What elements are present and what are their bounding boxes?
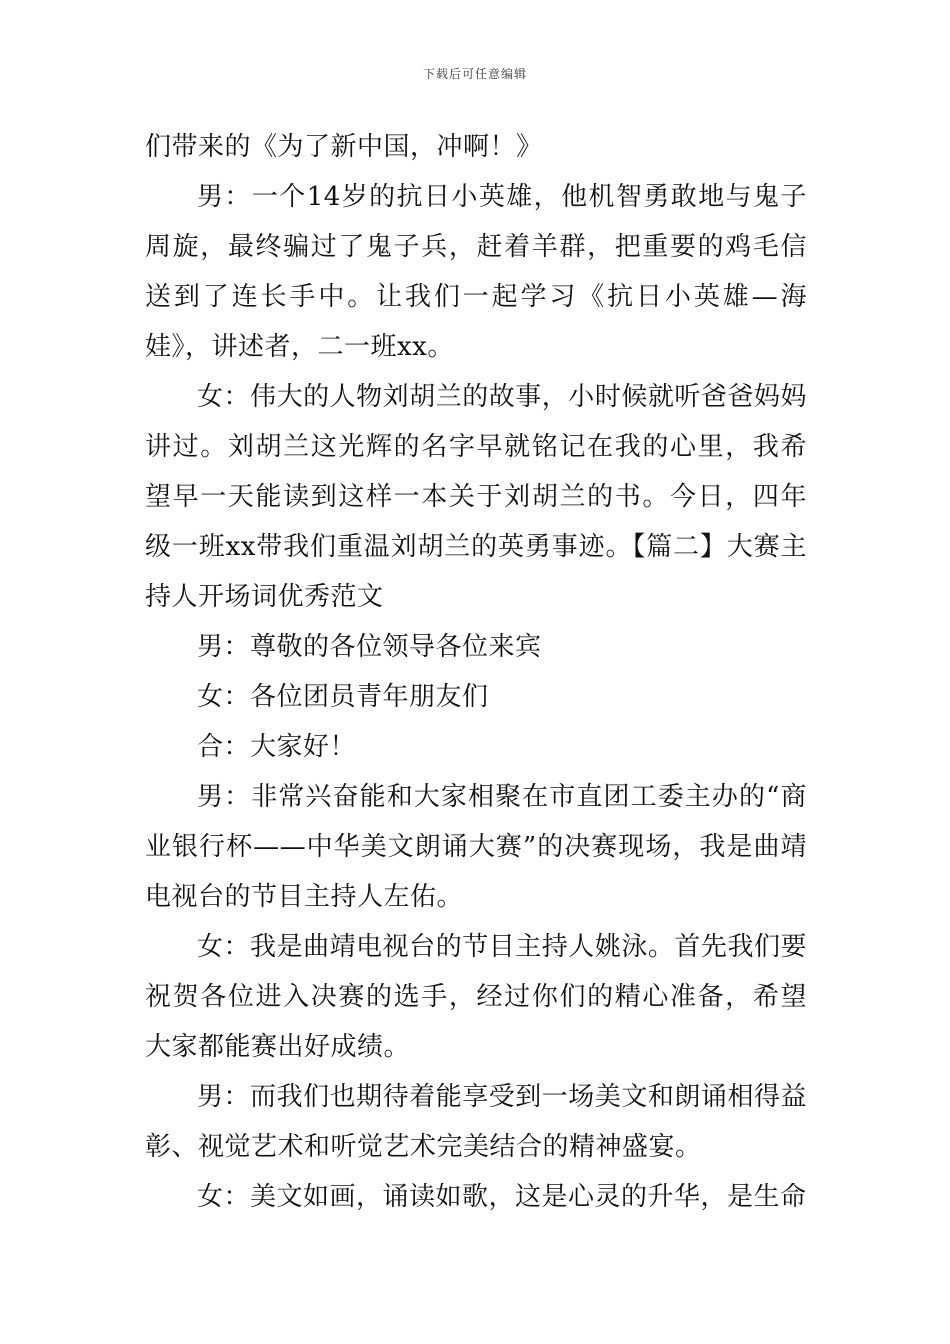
paragraph-continuation: 们带来的《为了新中国，冲啊！》 — [145, 132, 543, 162]
paragraph-together-greeting: 合：大家好！ — [197, 732, 357, 762]
paragraph-male-feast: 男：而我们也期待着能享受到一场美文和朗诵相得益彰、视觉艺术和听觉艺术完美结合的精神盛宴。 — [145, 1082, 807, 1162]
paragraph-female-intro: 女：我是曲靖电视台的节目主持人姚泳。首先我们要祝贺各位进入决赛的选手，经过你们的精心准备，希望大家都能赛出好成绩。 — [145, 932, 807, 1062]
paragraph-male-haiwa: 男：一个14岁的抗日小英雄，他机智勇敢地与鬼子周旋，最终骗过了鬼子兵，赶着羊群，把重要的鸡毛信送到了连长手中。让我们一起学习《抗日小英雄—海娃》，讲述者，二一班xx。 — [145, 182, 807, 362]
paragraph-female-poem: 女：美文如画，诵读如歌，这是心灵的升华，是生命 — [197, 1182, 807, 1212]
paragraph-female-liuhulan: 女：伟大的人物刘胡兰的故事，小时候就听爸爸妈妈讲过。刘胡兰这光辉的名字早就铭记在我的心里，我希望早一天能读到这样一本关于刘胡兰的书。今日，四年级一班xx带我们重温刘胡兰的英勇事迹。【篇二】大赛主持人开场词优秀范文 — [145, 382, 807, 612]
paragraph-male-intro: 男：非常兴奋能和大家相聚在市直团工委主办的“商业银行杯——中华美文朗诵大赛”的决赛现场，我是曲靖电视台的节目主持人左佑。 — [145, 782, 807, 912]
paragraph-female-greeting: 女：各位团员青年朋友们 — [197, 682, 489, 712]
document-body — [145, 122, 807, 1222]
header-note: 下载后可任意编辑 — [422, 67, 527, 81]
paragraph-male-greeting: 男：尊敬的各位领导各位来宾 — [197, 632, 542, 662]
